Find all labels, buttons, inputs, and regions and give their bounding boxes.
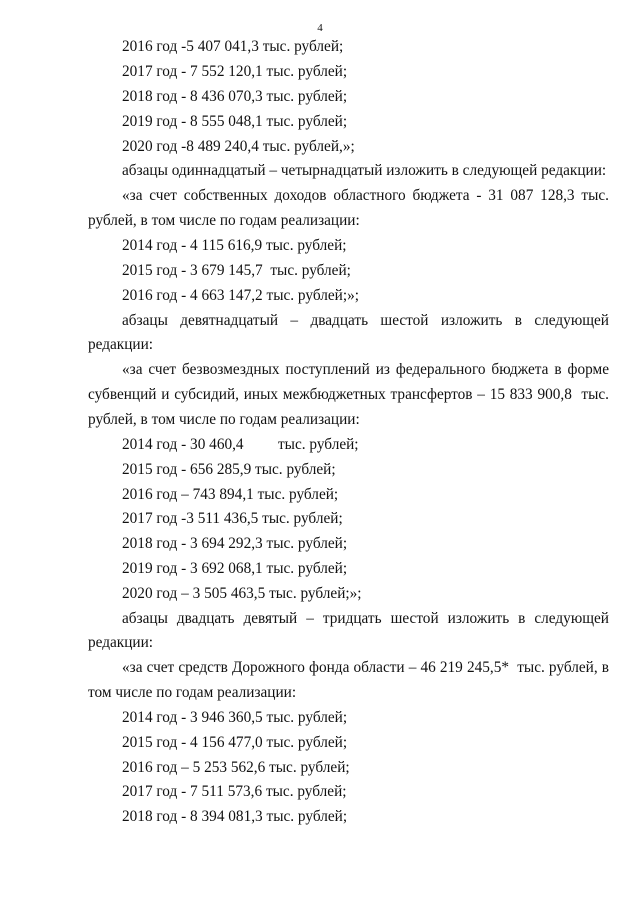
text-line: 2020 год -8 489 240,4 тыс. рублей,»; [122, 138, 355, 155]
text-line: «за счет безвозмездных поступлений из федерального бюджета в форме [122, 361, 609, 378]
text-line: 2020 год – 3 505 463,5 тыс. рублей;»; [122, 585, 362, 602]
page-number: 4 [317, 22, 323, 34]
text-line: 2016 год - 4 663 147,2 тыс. рублей;»; [122, 287, 359, 304]
text-line: 2014 год - 4 115 616,9 тыс. рублей; [122, 237, 347, 254]
text-line: «за счет собственных доходов областного бюджета - 31 087 128,3 тыс. [122, 187, 609, 204]
text-line: редакции: [88, 336, 154, 353]
text-line: 2019 год - 8 555 048,1 тыс. рублей; [122, 113, 348, 130]
text-line: абзацы одиннадцатый – четырнадцатый изложить в следующей редакции: [122, 162, 607, 179]
text-line: 2015 год - 3 679 145,7 тыс. рублей; [122, 262, 351, 279]
text-line: рублей, в том числе по годам реализации: [88, 212, 360, 229]
text-line: том числе по годам реализации: [88, 684, 297, 701]
text-line: 2017 год - 7 511 573,6 тыс. рублей; [122, 783, 347, 800]
text-line: 2016 год – 743 894,1 тыс. рублей; [122, 486, 339, 503]
text-line: 2016 год – 5 253 562,6 тыс. рублей; [122, 759, 350, 776]
text-line: 2015 год - 656 285,9 тыс. рублей; [122, 461, 336, 478]
text-line: абзацы двадцать девятый – тридцать шестой изложить в следующей [122, 610, 609, 627]
text-line: 2017 год -3 511 436,5 тыс. рублей; [122, 510, 343, 527]
text-line: «за счет средств Дорожного фонда области – 46 219 245,5* тыс. рублей, в [122, 659, 609, 676]
text-line: 2018 год - 8 436 070,3 тыс. рублей; [122, 88, 348, 105]
text-line: 2014 год - 30 460,4 тыс. рублей; [122, 436, 359, 453]
text-line: 2016 год -5 407 041,3 тыс. рублей; [122, 38, 344, 55]
text-line: 2017 год - 7 552 120,1 тыс. рублей; [122, 63, 348, 80]
text-line: 2014 год - 3 946 360,5 тыс. рублей; [122, 709, 348, 726]
text-line: редакции: [88, 634, 154, 651]
text-line: 2018 год - 3 694 292,3 тыс. рублей; [122, 535, 348, 552]
text-line: 2018 год - 8 394 081,3 тыс. рублей; [122, 808, 348, 825]
text-line: субвенций и субсидий, иных межбюджетных трансфертов – 15 833 900,8 тыс. [88, 386, 609, 403]
text-line: 2019 год - 3 692 068,1 тыс. рублей; [122, 560, 348, 577]
text-line: 2015 год - 4 156 477,0 тыс. рублей; [122, 734, 348, 751]
text-line: рублей, в том числе по годам реализации: [88, 411, 360, 428]
text-line: абзацы девятнадцатый – двадцать шестой изложить в следующей [122, 312, 609, 329]
